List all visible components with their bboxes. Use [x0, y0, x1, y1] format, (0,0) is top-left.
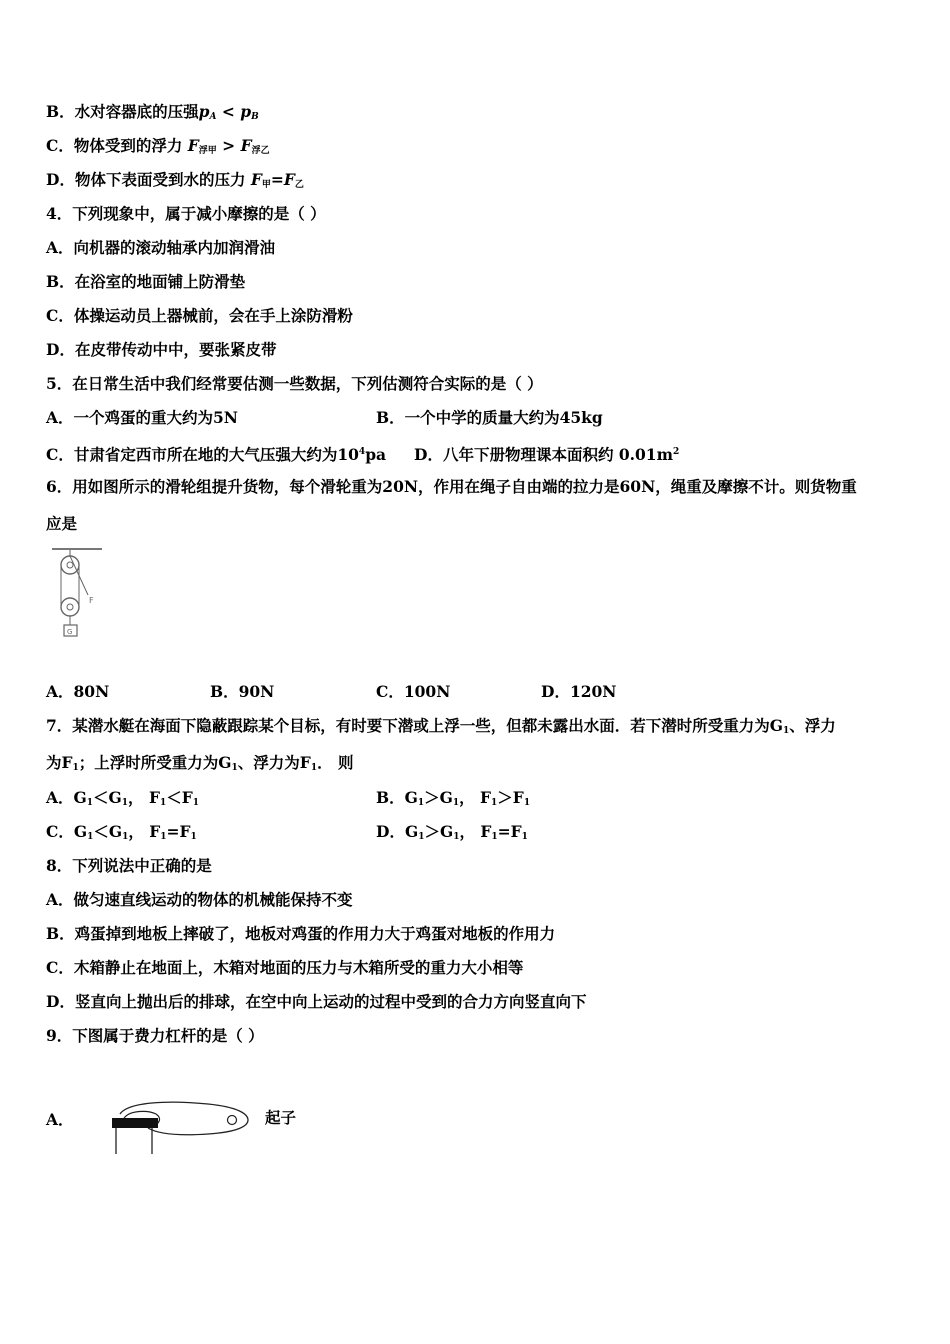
q8-option-a: A．做匀速直线运动的物体的机械能保持不变 — [46, 890, 353, 909]
q4-stem: 4．下列现象中，属于减小摩擦的是（ ） — [46, 204, 326, 223]
q4-option-a: A．向机器的滚动轴承内加润滑油 — [46, 238, 276, 257]
q8-option-d: D．竖直向上抛出后的排球，在空中向上运动的过程中受到的合力方向竖直向下 — [46, 992, 587, 1011]
q6-stem-line2: 应是 — [46, 514, 78, 533]
q4-option-d: D．在皮带传动中中，要张紧皮带 — [46, 340, 277, 359]
pulley-figure — [52, 543, 112, 643]
q8-option-b: B．鸡蛋掉到地板上摔破了，地板对鸡蛋的作用力大于鸡蛋对地板的作用力 — [46, 924, 556, 943]
q5-option-c: C．甘肃省定西市所在地的大气压强大约为$10^4pa$ — [46, 445, 387, 464]
q8-option-c: C．木箱静止在地面上，木箱对地面的压力与木箱所受的重力大小相等 — [46, 958, 524, 977]
q3-option-b: B．水对容器底的压强$p_A < p_B$ — [46, 102, 259, 122]
q4-option-c: C．体操运动员上器械前，会在手上涂防滑粉 — [46, 306, 353, 325]
q7-option-b: B．$G_1>G_1$， $F_1>F_1$ — [376, 788, 531, 808]
q5-option-d: D．八年下册物理课本面积约 $0.01m^2$ — [414, 445, 680, 464]
q6-option-a: A．80N — [46, 682, 110, 701]
q6-option-c: C．100N — [376, 682, 451, 701]
q3-option-c: C．物体受到的浮力 $F_{浮甲} > F_{浮乙}$ — [46, 136, 270, 156]
q9-option-a-label: A． — [46, 1110, 74, 1129]
q6-option-d: D．120N — [541, 682, 617, 701]
figure-label-f: F — [89, 596, 94, 605]
q6-stem-line1: 6．用如图所示的滑轮组提升货物，每个滑轮重为20N，作用在绳子自由端的拉力是60N，绳重及摩擦不计。则货物重 — [46, 477, 857, 496]
q5-stem: 5．在日常生活中我们经常要估测一些数据，下列估测符合实际的是（ ） — [46, 374, 543, 393]
bottle-opener-figure — [108, 1098, 258, 1158]
q7-option-d: D．$G_1>G_1$， $F_1=F_1$ — [376, 822, 528, 842]
q7-option-c: C．$G_1<G_1$， $F_1=F_1$ — [46, 822, 197, 842]
q4-option-b: B．在浴室的地面铺上防滑垫 — [46, 272, 246, 291]
q9-stem: 9．下图属于费力杠杆的是（ ） — [46, 1026, 264, 1045]
q5-option-a: A．一个鸡蛋的重大约为5N — [46, 408, 238, 427]
q8-stem: 8．下列说法中正确的是 — [46, 856, 212, 875]
q3-option-d: D．物体下表面受到水的压力 $F_甲=F_乙$ — [46, 170, 304, 190]
figure-label-g: G — [67, 628, 73, 636]
q7-stem-line1: 7．某潜水艇在海面下隐蔽跟踪某个目标，有时要下潜或上浮一些，但都未露出水面．若下潜时所受重力为$G_1$、浮力 — [46, 716, 836, 736]
q7-option-a: A．$G_1<G_1$， $F_1<F_1$ — [46, 788, 199, 808]
q5-option-b: B．一个中学的质量大约为45kg — [376, 408, 603, 427]
q9-option-a-caption: 起子 — [265, 1108, 297, 1127]
q6-option-b: B．90N — [210, 682, 275, 701]
q7-stem-line2: 为$F_1$；上浮时所受重力为$G_1$、浮力为$F_1$． 则 — [46, 753, 354, 773]
